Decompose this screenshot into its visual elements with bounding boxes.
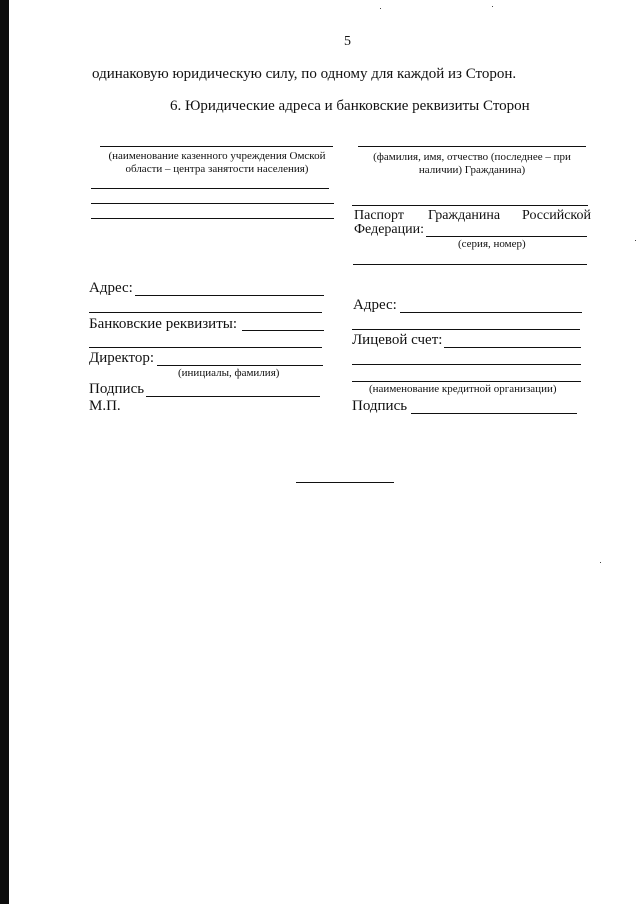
org-blank-line xyxy=(91,218,334,219)
account-line xyxy=(444,347,581,348)
org-caption-1: (наименование казенного учреждения Омской xyxy=(108,150,326,162)
org-caption-2: области – центра занятости населения) xyxy=(125,163,309,175)
left-signature-line xyxy=(146,396,320,397)
passport-number-line xyxy=(426,236,587,237)
left-address-label: Адрес: xyxy=(89,280,133,296)
intro-line: одинаковую юридическую силу, по одному для каждой из Сторон. xyxy=(92,66,517,82)
initials-caption: (инициалы, фамилия) xyxy=(178,367,280,379)
scan-speck xyxy=(380,8,381,9)
left-address-line xyxy=(135,295,324,296)
scan-speck xyxy=(492,6,493,7)
account-line xyxy=(352,364,581,365)
org-blank-line xyxy=(91,203,334,204)
bank-details-line xyxy=(242,330,324,331)
stamp-label: М.П. xyxy=(89,398,121,414)
citizen-word: Гражданина xyxy=(428,208,501,223)
citizen-blank-line xyxy=(352,205,588,206)
bank-org-line xyxy=(352,381,581,382)
right-address-line xyxy=(352,329,580,330)
right-signature-label: Подпись xyxy=(352,398,408,414)
section-title: 6. Юридические адреса и банковские реквизиты Сторон xyxy=(170,98,530,114)
scan-speck xyxy=(600,562,601,563)
account-label: Лицевой счет: xyxy=(352,332,443,348)
citizen-name-line xyxy=(358,146,586,147)
passport-word: Паспорт xyxy=(354,208,404,223)
federation-label: Федерации: xyxy=(354,222,425,237)
bank-details-line xyxy=(89,347,322,348)
org-name-line xyxy=(100,146,333,147)
passport-blank-line xyxy=(353,264,587,265)
end-separator-line xyxy=(296,482,394,483)
series-caption: (серия, номер) xyxy=(458,238,526,250)
bank-details-label: Банковские реквизиты: xyxy=(89,316,238,332)
russian-word: Российской xyxy=(522,208,591,223)
page-number: 5 xyxy=(344,34,351,49)
org-blank-line xyxy=(91,188,329,189)
director-label: Директор: xyxy=(89,350,155,366)
right-signature-line xyxy=(411,413,577,414)
scan-speck xyxy=(635,240,636,241)
name-caption-2: наличии) Гражданина) xyxy=(418,164,526,176)
right-address-label: Адрес: xyxy=(353,297,397,313)
bank-org-caption: (наименование кредитной организации) xyxy=(369,383,557,395)
director-line xyxy=(157,365,323,366)
left-signature-label: Подпись xyxy=(89,381,145,397)
name-caption-1: (фамилия, имя, отчество (последнее – при xyxy=(373,151,571,163)
left-address-line xyxy=(89,312,322,313)
right-address-line xyxy=(400,312,582,313)
scan-edge-shadow xyxy=(0,0,9,904)
